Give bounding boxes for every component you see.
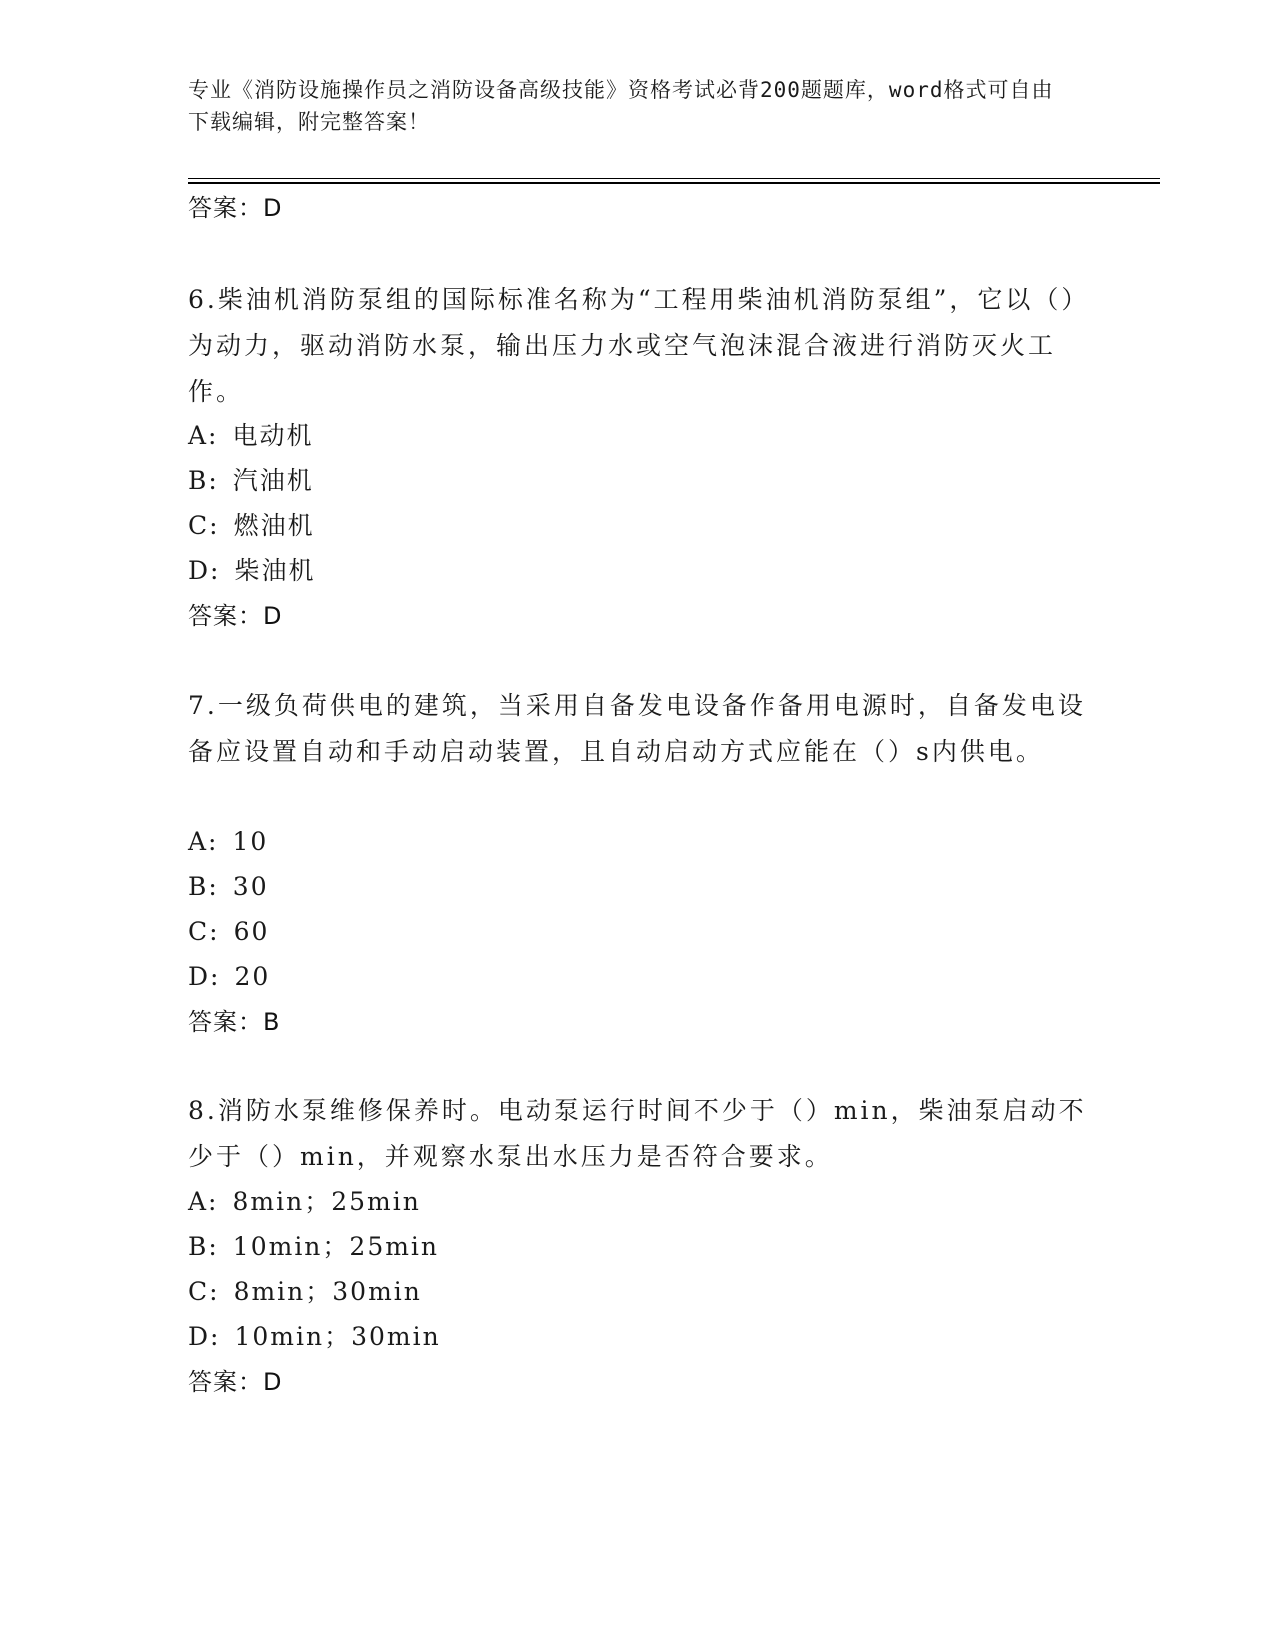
option-text: 汽油机 xyxy=(232,466,314,495)
question-8-answer: 答案：D xyxy=(188,1368,283,1396)
header-divider-thick xyxy=(188,182,1160,184)
question-7-text: 7.一级负荷供电的建筑，当采用自备发电设备作备用电源时，自备发电设备应设置自动和手动启动装置，且自动启动方式应能在（）s内供电。 xyxy=(188,691,1086,766)
question-6-option-a xyxy=(188,420,314,452)
question-8-option-c xyxy=(188,1276,422,1308)
option-text: 10min；25min xyxy=(232,1232,440,1261)
question-7-option-d xyxy=(188,961,270,993)
option-text: 60 xyxy=(233,917,270,946)
option-text: 柴油机 xyxy=(234,556,316,585)
option-text: 燃油机 xyxy=(233,511,315,540)
option-letter: C: xyxy=(188,511,220,540)
option-text: 8min；25min xyxy=(232,1187,421,1216)
question-8-option-d xyxy=(188,1321,441,1353)
page-header: 专业《消防设施操作员之消防设备高级技能》资格考试必背200题题库，word格式可自由下载编辑，附完整答案！ xyxy=(188,78,1054,134)
question-8-option-a xyxy=(188,1186,421,1218)
question-7-option-a xyxy=(188,826,268,858)
question-6-option-d xyxy=(188,555,315,587)
question-6-text: 6.柴油机消防泵组的国际标准名称为“工程用柴油机消防泵组”，它以（）为动力，驱动消防水泵，输出压力水或空气泡沫混合液进行消防灭火工作。 xyxy=(188,285,1077,406)
option-text: 10min；30min xyxy=(234,1322,441,1351)
option-letter: A: xyxy=(188,1187,219,1216)
question-7-option-c xyxy=(188,916,269,948)
option-letter: A: xyxy=(188,827,219,856)
question-8-option-b xyxy=(188,1231,439,1263)
question-6-option-c xyxy=(188,510,315,542)
option-text: 20 xyxy=(234,962,271,991)
option-letter: B: xyxy=(188,872,219,901)
option-letter: D: xyxy=(188,962,221,991)
option-letter: D: xyxy=(188,1322,221,1351)
option-letter: B: xyxy=(188,466,219,495)
option-letter: D: xyxy=(188,556,221,585)
option-text: 8min；30min xyxy=(233,1277,422,1306)
option-letter: C: xyxy=(188,917,220,946)
option-letter: B: xyxy=(188,1232,219,1261)
question-7-option-b xyxy=(188,871,269,903)
question-7-answer: 答案：B xyxy=(188,1008,281,1036)
question-6-answer: 答案：D xyxy=(188,602,283,630)
question-6-option-b xyxy=(188,465,314,497)
answer-previous: 答案：D xyxy=(188,194,283,222)
option-text: 电动机 xyxy=(232,421,314,450)
option-letter: C: xyxy=(188,1277,220,1306)
option-text: 10 xyxy=(232,827,269,856)
option-text: 30 xyxy=(232,872,269,901)
header-divider-thin xyxy=(188,178,1160,179)
question-8-text: 8.消防水泵维修保养时。电动泵运行时间不少于（）min，柴油泵启动不少于（）min，并观察水泵出水压力是否符合要求。 xyxy=(188,1096,1087,1171)
option-letter: A: xyxy=(188,421,219,450)
